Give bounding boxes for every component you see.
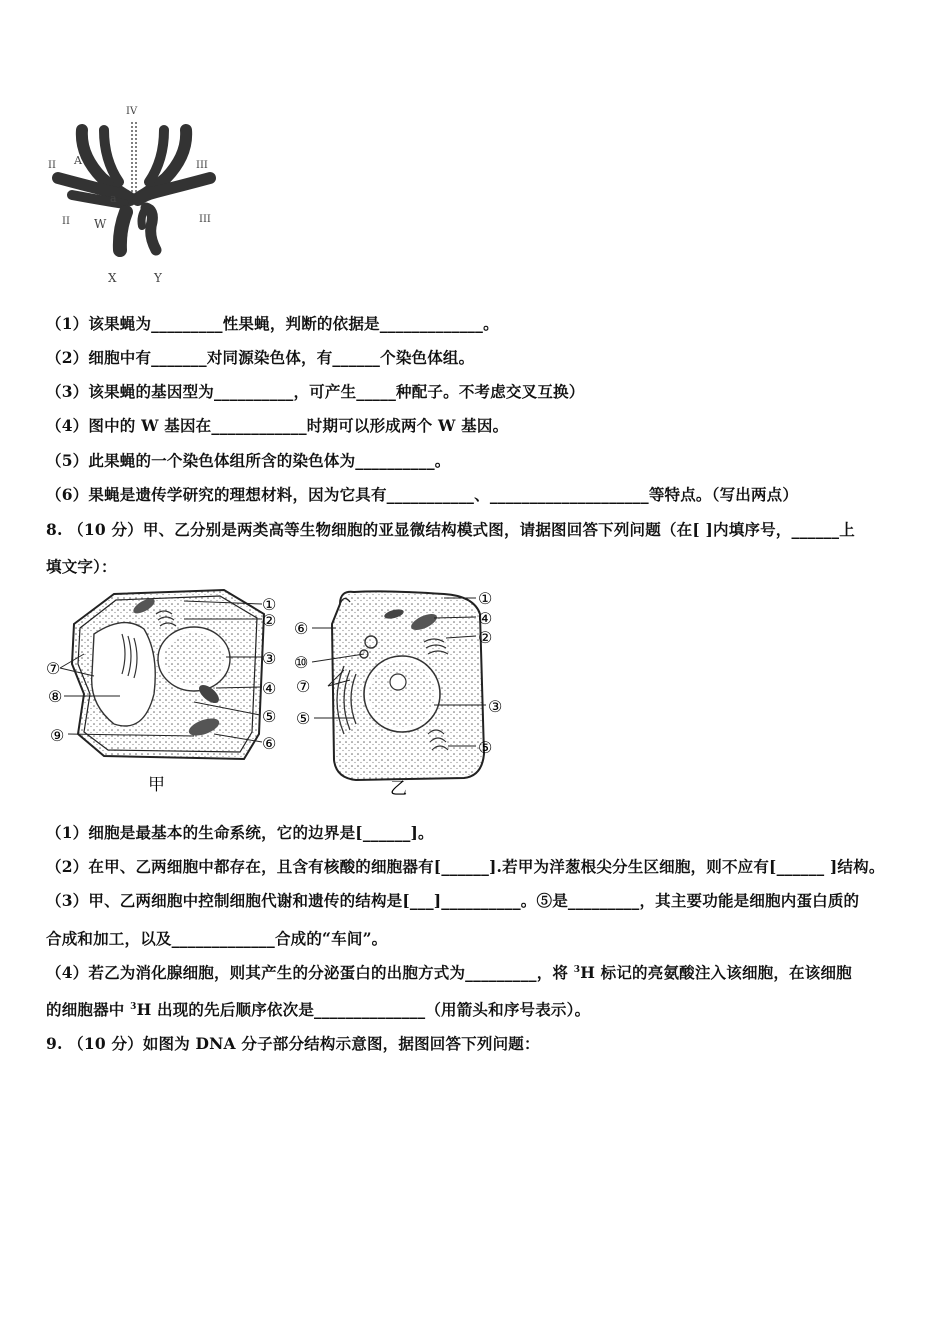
- cell-jia-label: 甲: [148, 775, 165, 795]
- yi-num-7: ⑦: [296, 677, 311, 696]
- plant-cell-jia: [46, 590, 276, 795]
- jia-num-9: ⑨: [50, 726, 65, 745]
- jia-num-3: ③: [262, 649, 277, 668]
- q8-part2: （2）在甲、乙两细胞中都存在，且含有核酸的细胞器有[______].若甲为洋葱根尖分生区细胞，则不应有[______ ]结构。: [46, 857, 885, 876]
- label-iii-bottom: III: [199, 214, 211, 225]
- label-ii-bottom: II: [62, 216, 70, 227]
- q8-part4-line1-a: （4）若乙为消化腺细胞，则其产生的分泌蛋白的出胞方式为_________，将: [46, 963, 574, 982]
- q8-stem-line1: 8. （10 分）甲、乙分别是两类高等生物细胞的亚显微结构模式图，请据图回答下列问题（在[ ]内填序号，______上: [46, 520, 855, 539]
- q8-part4-line1-b: H 标记的亮氨酸注入该细胞，在该细胞: [580, 963, 852, 982]
- yi-num-5-right: ⑤: [478, 738, 493, 757]
- yi-num-2: ②: [478, 628, 493, 647]
- jia-num-6: ⑥: [262, 734, 277, 753]
- q7-part6: （6）果蝇是遗传学研究的理想材料，因为它具有___________、____________________等特点。（写出两点）: [46, 485, 799, 504]
- cell-yi-label: 乙: [390, 779, 407, 799]
- label-gene-a-lower: a: [110, 192, 117, 205]
- label-ii-top: II: [48, 160, 56, 171]
- q8-part4-line2-b: H 出现的先后顺序依次是______________（用箭头和序号表示）。: [136, 1000, 591, 1019]
- jia-num-8: ⑧: [48, 687, 63, 706]
- q7-part4: （4）图中的 W 基因在____________时期可以形成两个 W 基因。: [46, 416, 509, 435]
- label-iii-top: III: [196, 160, 208, 171]
- q8-part4-line2: [46, 998, 590, 1020]
- q7-part3: （3）该果蝇的基因型为__________，可产生_____种配子。不考虑交叉互换）: [46, 382, 585, 401]
- q8-part4-line1: [46, 961, 852, 983]
- q8-part4-line2-a: 的细胞器中: [46, 1000, 131, 1019]
- yi-num-10: ⑩: [294, 653, 309, 672]
- q7-part2: （2）细胞中有_______对同源染色体，有______个染色体组。: [46, 348, 475, 367]
- yi-num-6: ⑥: [294, 619, 309, 638]
- q7-part1: （1）该果蝇为_________性果蝇，判断的依据是_____________。: [46, 314, 499, 333]
- jia-num-2: ②: [262, 611, 277, 630]
- label-y: Y: [154, 271, 162, 285]
- animal-cell-yi: [294, 589, 502, 799]
- q8-stem-line2: 填文字）：: [46, 557, 117, 576]
- q8-part1: （1）细胞是最基本的生命系统，它的边界是[______]。: [46, 823, 434, 842]
- jia-num-7: ⑦: [46, 659, 61, 678]
- q8-part3-line2: 合成和加工，以及_____________合成的“车间”。: [46, 929, 388, 948]
- yi-num-1: ①: [478, 589, 493, 608]
- label-gene-a-upper: A: [74, 154, 82, 167]
- cell-diagrams: [44, 584, 524, 804]
- karyotype-figure: [44, 100, 224, 290]
- jia-num-1: ①: [262, 595, 277, 614]
- q9-stem: 9. （10 分）如图为 DNA 分子部分结构示意图，据图回答下列问题：: [46, 1034, 540, 1053]
- label-x: X: [108, 271, 117, 285]
- yi-num-3: ③: [488, 697, 503, 716]
- q7-part5: （5）此果蝇的一个染色体组所含的染色体为__________。: [46, 451, 451, 470]
- superscript-3: 3: [573, 965, 581, 975]
- label-iv: IV: [126, 106, 138, 117]
- superscript-3b: 3: [130, 1002, 137, 1012]
- jia-num-5: ⑤: [262, 707, 277, 726]
- q8-part3-line1: （3）甲、乙两细胞中控制细胞代谢和遗传的结构是[___]__________。⑤是_________，其主要功能是细胞内蛋白质的: [46, 891, 860, 910]
- yi-num-5-left: ⑤: [296, 709, 311, 728]
- yi-num-4: ④: [478, 609, 493, 628]
- label-gene-w: W: [94, 217, 107, 231]
- jia-num-4: ④: [262, 679, 277, 698]
